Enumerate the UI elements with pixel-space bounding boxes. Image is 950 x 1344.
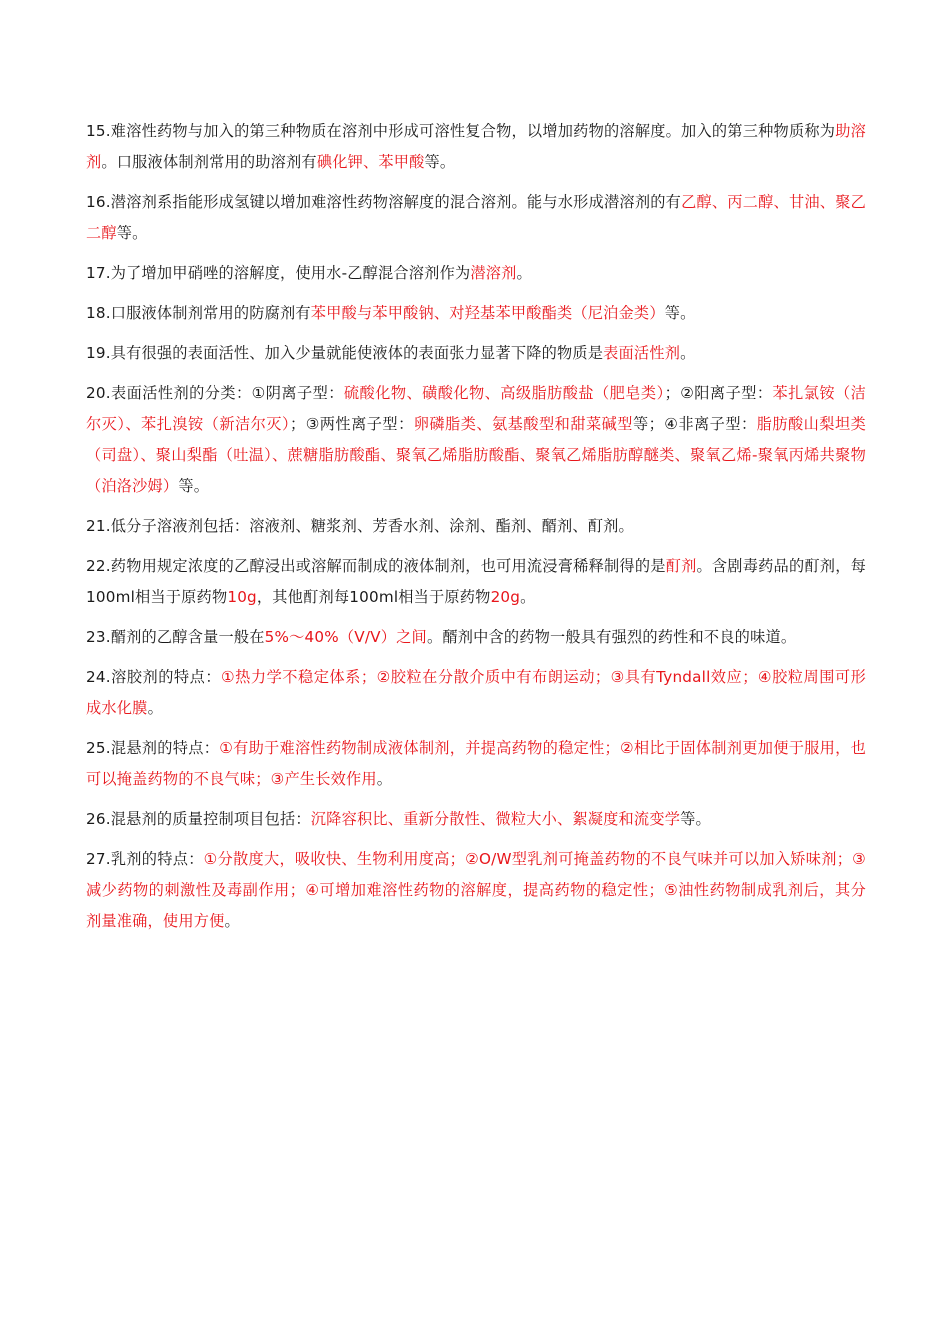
highlight-span: 碘化钾、苯甲酸 [316,153,425,171]
paragraph-27 [86,844,866,937]
highlight-span: 20g [490,588,521,606]
highlight-span: ①有助于难溶性药物制成液体制剂，并提高药物的稳定性；②相比于固体制剂更加便于服用，也可以掩盖药物的不良气味；③产生长效作用 [86,739,866,788]
text-span: 等。 [664,304,696,322]
highlight-span: 苯甲酸与苯甲酸钠、对羟基苯甲酸酯类（尼泊金类） [310,304,665,322]
highlight-span: 脂肪酸山梨坦类（司盘）、聚山梨酯（吐温）、蔗糖脂肪酸酯、聚氧乙烯脂肪酸酯、聚氧乙烯脂肪醇醚类、聚氧乙烯-聚氧丙烯共聚物（泊洛沙姆） [86,415,866,495]
text-span: 等。 [680,810,711,828]
paragraph-20 [86,378,866,502]
text-span: 24.溶胶剂的特点： [86,668,222,686]
paragraph-21 [86,511,866,542]
text-span: 23.醑剂的乙醇含量一般在 [86,628,265,646]
text-span: 等；④非离子型： [632,415,757,433]
paragraph-17 [86,258,866,289]
text-span: 。 [376,770,393,788]
text-span: ，其他酊剂每100ml相当于原药物 [256,588,491,606]
document-body [86,116,866,946]
text-span: 16.潜溶剂系指能形成氢键以增加难溶性药物溶解度的混合溶剂。能与水形成潜溶剂的有 [86,193,682,211]
text-span: 19.具有很强的表面活性、加入少量就能使液体的表面张力显著下降的物质是 [86,344,604,362]
highlight-span: 硫酸化物、磺酸化物、高级脂肪酸盐（肥皂类） [343,384,665,402]
text-span: ；③两性离子型： [290,415,414,433]
paragraph-15 [86,116,866,178]
highlight-span: 助溶剂 [86,122,867,171]
text-span: 。口服液体制剂常用的助溶剂有 [101,153,317,171]
text-span: 。 [520,588,536,606]
text-span: 18.口服液体制剂常用的防腐剂有 [86,304,311,322]
paragraph-18 [86,298,866,329]
text-span: 26.混悬剂的质量控制项目包括： [86,810,311,828]
text-span: 。 [516,264,532,282]
text-span: 。醑剂中含的药物一般具有强烈的药性和不良的味道。 [426,628,797,646]
text-span: 。 [224,912,240,930]
text-span: 等。 [116,224,148,242]
text-span: 。 [147,699,163,717]
paragraph-16 [86,187,866,249]
highlight-span: 表面活性剂 [603,344,681,362]
highlight-span: 卵磷脂类、氨基酸型和甜菜碱型 [413,415,633,433]
highlight-span: 沉降容积比、重新分散性、微粒大小、絮凝度和流变学 [310,810,681,828]
text-span: 。含剧毒药品的酊剂，每100ml相当于原药物 [86,557,867,606]
text-span: 等。 [424,153,456,171]
text-span: 27.乳剂的特点： [86,850,204,868]
highlight-span: 苯扎氯铵（洁尔灭）、苯扎溴铵（新洁尔灭） [86,384,867,433]
highlight-span: 5%～40%（V/V）之间 [264,628,427,646]
text-span: 。 [680,344,696,362]
paragraph-23 [86,622,866,653]
highlight-span: 乙醇、丙二醇、甘油、聚乙二醇 [86,193,866,242]
text-span: ；②阳离子型： [664,384,773,402]
text-span: 等。 [178,477,210,495]
highlight-span: 潜溶剂 [470,264,517,282]
highlight-span: 10g [227,588,257,606]
paragraph-24 [86,662,866,724]
highlight-span: ①热力学不稳定体系；②胶粒在分散介质中有布朗运动；③具有Tyndall效应；④胶粒周围可形成水化膜 [86,668,867,717]
paragraph-25 [86,733,866,795]
text-span: 15.难溶性药物与加入的第三种物质在溶剂中形成可溶性复合物，以增加药物的溶解度。加入的第三种物质称为 [86,122,836,140]
paragraph-19 [86,338,866,369]
highlight-span: ①分散度大，吸收快、生物利用度高；②O/W型乳剂可掩盖药物的不良气味并可以加入矫味剂；③减少药物的刺激性及毒副作用；④可增加难溶性药物的溶解度，提高药物的稳定性；⑤油性药物制成乳剂后，其分剂量准确，使用方便 [86,850,866,930]
text-span: 25.混悬剂的特点： [86,739,220,757]
paragraph-26 [86,804,866,835]
text-span: 22.药物用规定浓度的乙醇浸出或溶解而制成的液体制剂，也可用流浸膏稀释制得的是 [86,557,666,575]
text-span: 17.为了增加甲硝唑的溶解度，使用水-乙醇混合溶剂作为 [86,264,471,282]
text-span: 20.表面活性剂的分类：①阴离子型： [86,384,344,402]
paragraph-22 [86,551,866,613]
highlight-span: 酊剂 [665,557,697,575]
text-span: 21.低分子溶液剂包括：溶液剂、糖浆剂、芳香水剂、涂剂、酯剂、醑剂、酊剂。 [86,517,634,535]
